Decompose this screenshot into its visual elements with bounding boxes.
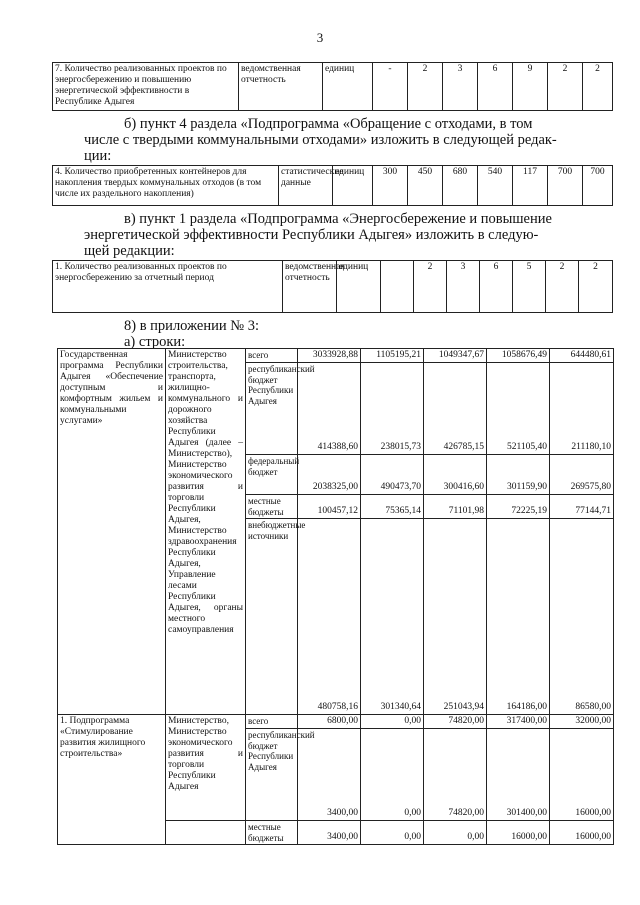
indicator-value: 300 (373, 166, 408, 206)
funding-value: 490473,70 (361, 455, 424, 495)
indicator-value: 3 (447, 261, 480, 313)
paragraph-line: числе с твердыми коммунальными отходами» изложить в следующей редак- (84, 132, 557, 148)
indicator-source: статистические данные (279, 166, 333, 206)
indicator-value: 6 (478, 63, 513, 111)
funding-value: 74820,00 (424, 715, 487, 729)
funding-value: 426785,15 (424, 363, 487, 455)
indicator-table-containers (52, 165, 613, 206)
subprogram-executor: Министерство, Министерство экономического развития и торговли Республики Адыгея (166, 715, 246, 821)
funding-value: 3400,00 (298, 821, 361, 845)
indicator-name: 4. Количество приобретенных контейнеров для накопления твердых коммунальных отходов (в том числе их раздельного накопления) (53, 166, 279, 206)
funding-source: всего (246, 715, 298, 729)
funding-value: 16000,00 (487, 821, 550, 845)
funding-value: 0,00 (424, 821, 487, 845)
indicator-value: 450 (408, 166, 443, 206)
funding-value: 300416,60 (424, 455, 487, 495)
page-number: 3 (316, 30, 324, 45)
indicator-value: 2 (583, 63, 613, 111)
funding-value: 6800,00 (298, 715, 361, 729)
funding-value: 0,00 (361, 715, 424, 729)
indicator-name: 7. Количество реализованных проектов по энергосбережению и повышению энергетической эффективности в Республике Адыгея (53, 63, 239, 111)
indicator-value: 700 (583, 166, 613, 206)
paragraph-line: б) пункт 4 раздела «Подпрограмма «Обращение с отходами, в том (124, 116, 533, 132)
funding-value: 16000,00 (550, 821, 614, 845)
indicator-value: - (373, 63, 408, 111)
paragraph-v (84, 211, 614, 259)
funding-value: 3400,00 (298, 729, 361, 821)
funding-value: 74820,00 (424, 729, 487, 821)
funding-value: 0,00 (361, 729, 424, 821)
funding-value: 301159,90 (487, 455, 550, 495)
funding-value: 100457,12 (298, 495, 361, 519)
indicator-unit: единиц (333, 166, 373, 206)
funding-table (57, 348, 614, 845)
empty-cell (166, 821, 246, 845)
program-executor: Министерство строительства, транспорта, жилищно-коммунального и дорожного хозяйства Республики Адыгея (далее – Министерство), Министерство экономического развития и торговли Республики Адыгея, Министерство здравоохранения Республики Адыгея, Управление лесами Республики Адыгея, органы местного самоуправления (166, 349, 246, 715)
indicator-value: 2 (546, 261, 579, 313)
funding-value: 238015,73 (361, 363, 424, 455)
indicator-value: 117 (513, 166, 548, 206)
subprogram-name: 1. Подпрограмма «Стимулирование развития жилищного строительства» (58, 715, 166, 845)
funding-source: федеральный бюджет (246, 455, 298, 495)
funding-value: 269575,80 (550, 455, 614, 495)
funding-value: 164186,00 (487, 519, 550, 715)
program-name: Государственная программа Республики Адыгея «Обеспечение доступным и комфортным жильем и коммунальными услугами» (58, 349, 166, 715)
funding-value: 1105195,21 (361, 349, 424, 363)
funding-value: 301400,00 (487, 729, 550, 821)
paragraph-a: а) строки: (124, 334, 186, 350)
funding-source: местные бюджеты (246, 821, 298, 845)
paragraph-line: щей редакции: (84, 243, 175, 259)
funding-source: внебюджетные источники (246, 519, 298, 715)
indicator-value: 3 (443, 63, 478, 111)
indicator-table-energy-saving (52, 260, 613, 313)
paragraph-line: ции: (84, 148, 112, 164)
funding-value: 3033928,88 (298, 349, 361, 363)
funding-value: 1058676,49 (487, 349, 550, 363)
paragraph-line: энергетической эффективности Республики Адыгея» изложить в следую- (84, 227, 539, 243)
paragraph-b (84, 116, 614, 164)
indicator-value: 2 (548, 63, 583, 111)
funding-value: 72225,19 (487, 495, 550, 519)
indicator-value: 700 (548, 166, 583, 206)
indicator-value: 2 (408, 63, 443, 111)
funding-value: 71101,98 (424, 495, 487, 519)
indicator-value: 540 (478, 166, 513, 206)
indicator-source: ведомственная отчетность (283, 261, 337, 313)
indicator-unit: единиц (323, 63, 373, 111)
indicator-value: 5 (513, 261, 546, 313)
indicator-value: 2 (414, 261, 447, 313)
funding-value: 301340,64 (361, 519, 424, 715)
funding-value: 317400,00 (487, 715, 550, 729)
funding-value: 251043,94 (424, 519, 487, 715)
funding-value: 0,00 (361, 821, 424, 845)
funding-source: республиканский бюджет Республики Адыгея (246, 363, 298, 455)
funding-value: 2038325,00 (298, 455, 361, 495)
funding-value: 16000,00 (550, 729, 614, 821)
funding-source: республиканский бюджет Республики Адыгея (246, 729, 298, 821)
funding-value: 211180,10 (550, 363, 614, 455)
paragraph-line: в) пункт 1 раздела «Подпрограмма «Энергосбережение и повышение (124, 211, 552, 227)
paragraph-8: 8) в приложении № 3: (124, 318, 259, 334)
funding-value: 1049347,67 (424, 349, 487, 363)
funding-source: местные бюджеты (246, 495, 298, 519)
funding-value: 521105,40 (487, 363, 550, 455)
funding-value: 77144,71 (550, 495, 614, 519)
funding-value: 86580,00 (550, 519, 614, 715)
funding-value: 32000,00 (550, 715, 614, 729)
funding-source: всего (246, 349, 298, 363)
indicator-value: 2 (579, 261, 613, 313)
indicator-source: ведомственная отчетность (239, 63, 323, 111)
indicator-unit: единиц (337, 261, 381, 313)
funding-value: 75365,14 (361, 495, 424, 519)
indicator-value: 6 (480, 261, 513, 313)
indicator-value: 9 (513, 63, 548, 111)
indicator-value: 680 (443, 166, 478, 206)
indicator-value (381, 261, 414, 313)
indicator-name: 1. Количество реализованных проектов по энергосбережению за отчетный период (53, 261, 283, 313)
funding-value: 644480,61 (550, 349, 614, 363)
funding-value: 480758,16 (298, 519, 361, 715)
indicator-table-energy-projects (52, 62, 613, 111)
funding-value: 414388,60 (298, 363, 361, 455)
